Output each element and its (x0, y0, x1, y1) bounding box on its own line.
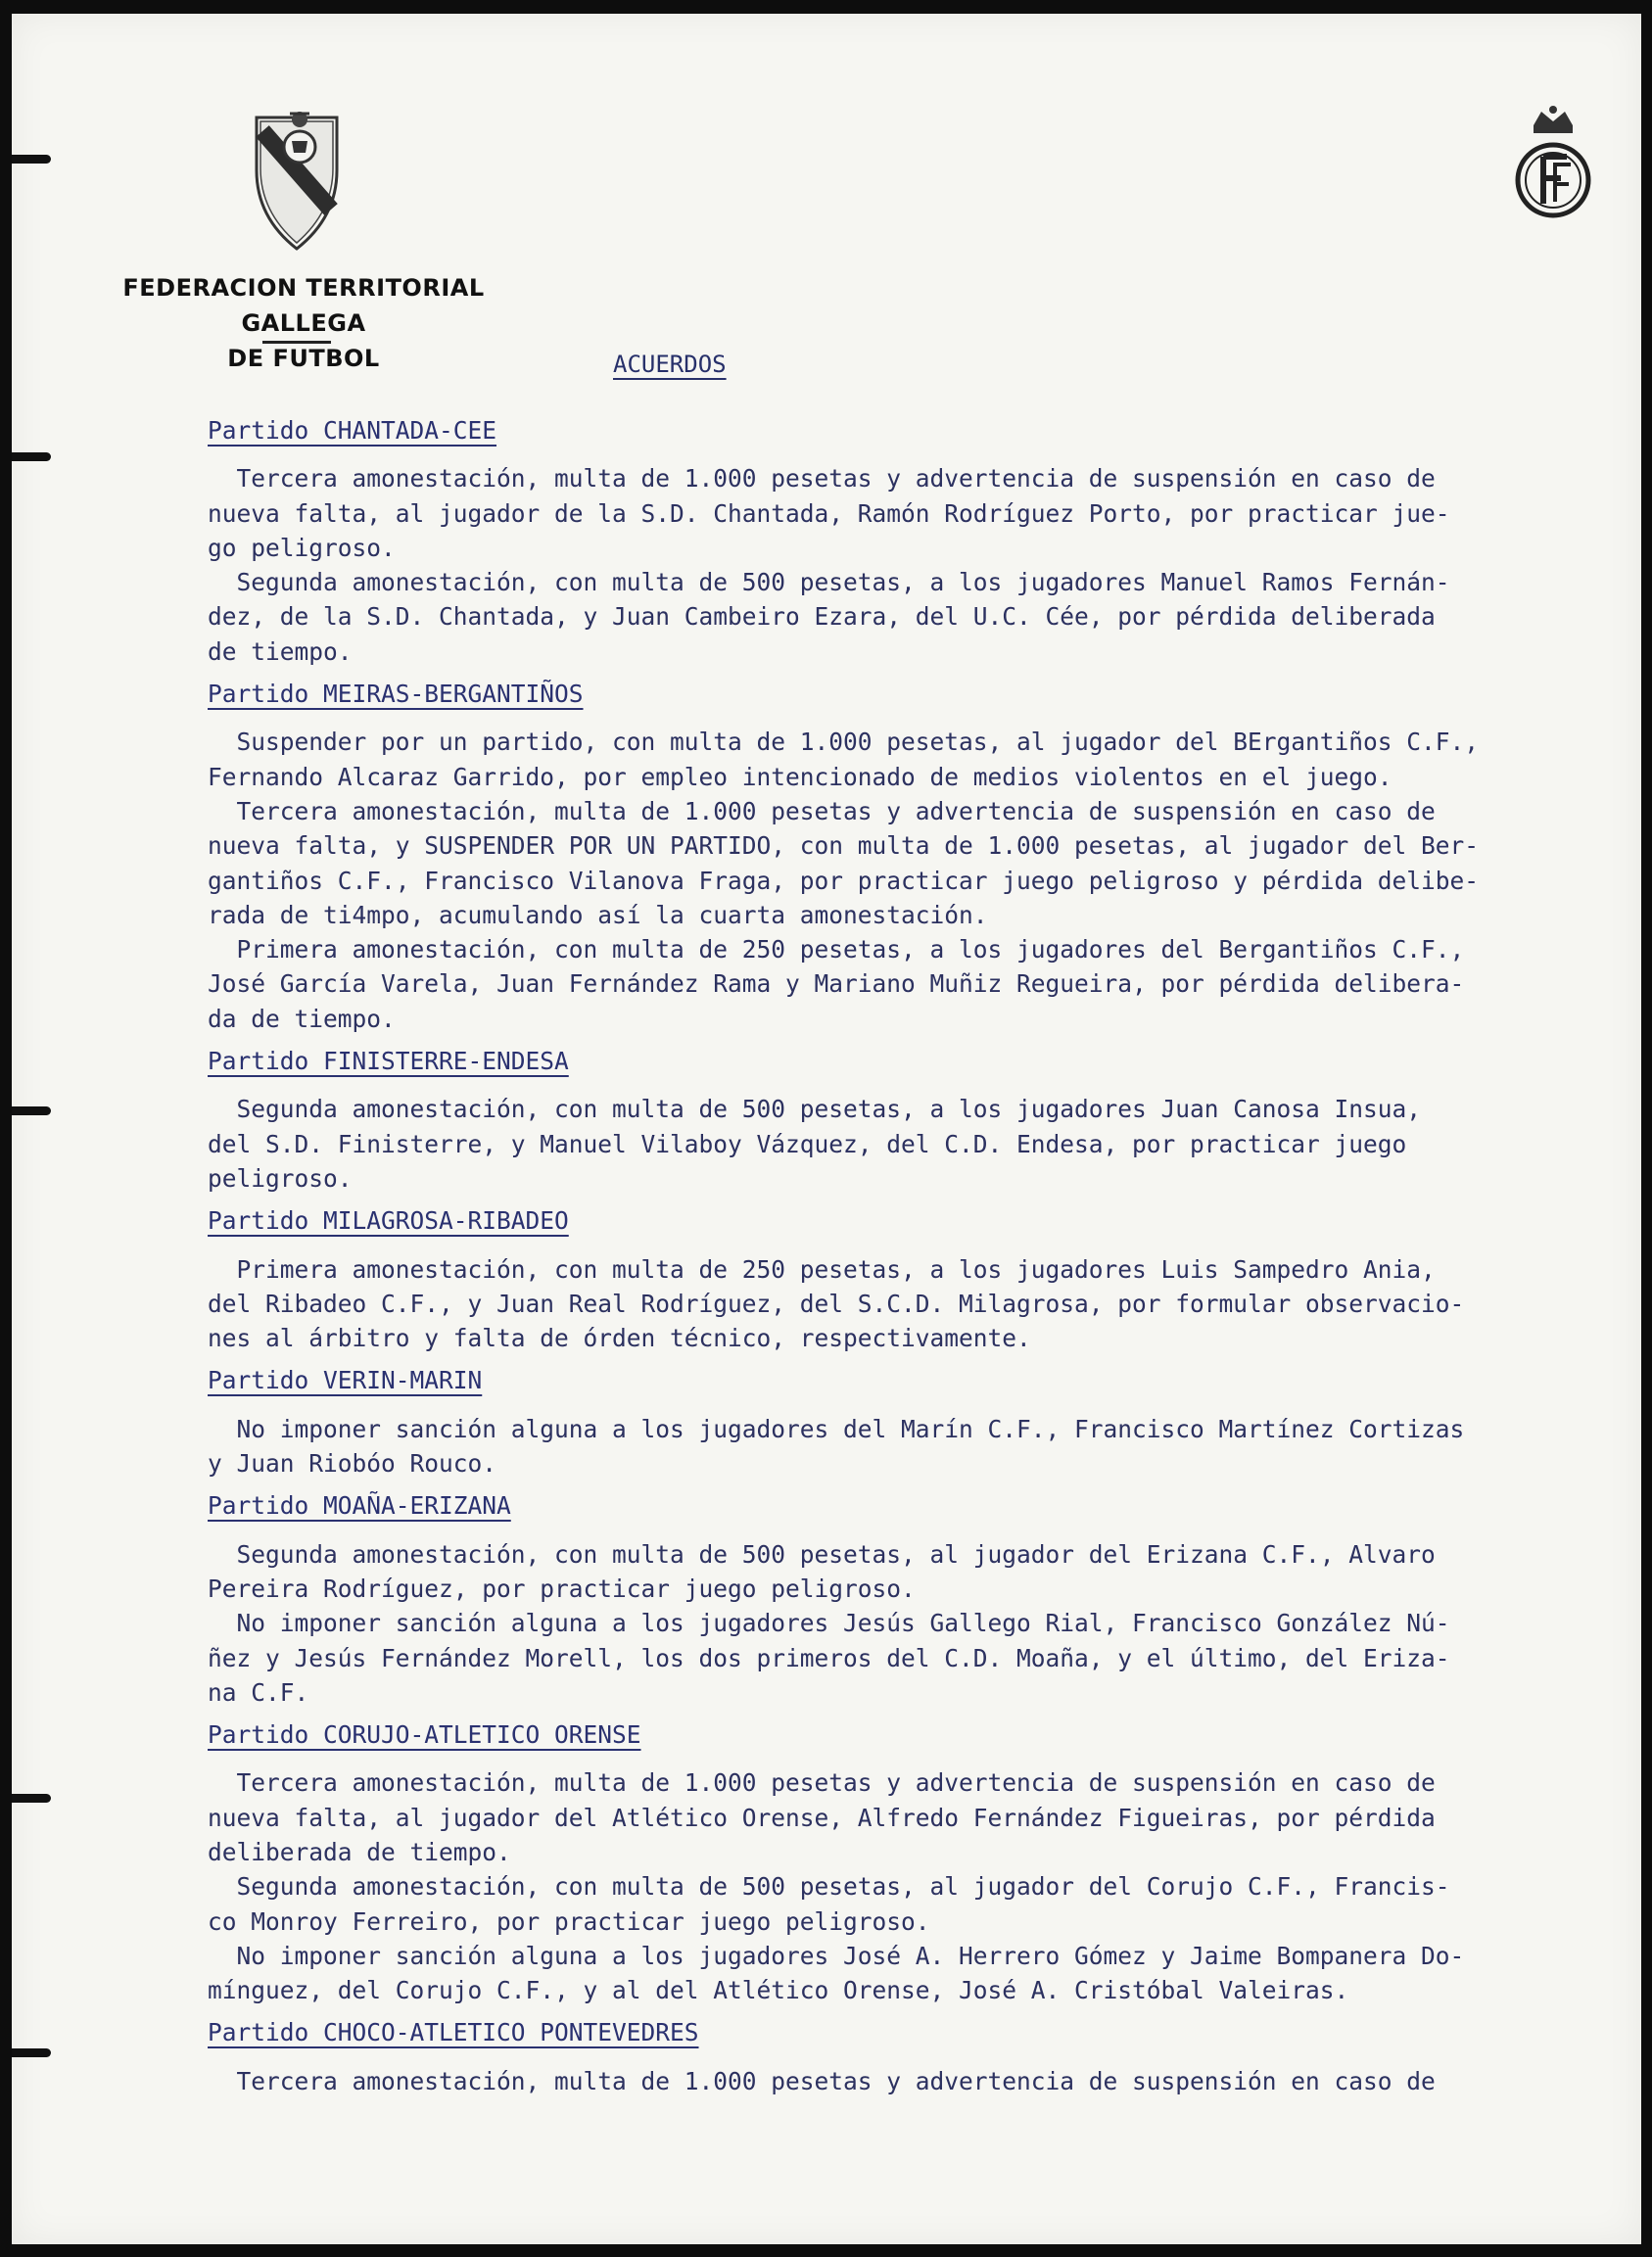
galician-shield-emblem-icon (249, 102, 345, 257)
organization-name-line1: FEDERACION TERRITORIAL GALLEGA (122, 274, 485, 337)
sanction-paragraph (208, 1252, 1608, 1356)
paragraph-line: José García Varela, Juan Fernández Rama y Mariano Muñiz Regueira, por pérdida delibera- (208, 969, 1465, 999)
organization-name-line2: DE FUTBOL (227, 345, 380, 372)
paragraph-line: Primera amonestación, con multa de 250 pesetas, a los jugadores Luis Sampedro Ania, (208, 1254, 1436, 1284)
paragraph-line: go peligroso. (208, 533, 396, 562)
paragraph-line: No imponer sanción alguna a los jugadores José A. Herrero Gómez y Jaime Bompanera Do- (208, 1941, 1465, 1970)
binder-hole-mark (12, 155, 51, 164)
match-section (208, 1488, 1608, 1710)
paragraph-line: mínguez, del Corujo C.F., y al del Atlético Orense, José A. Cristóbal Valeiras. (208, 1976, 1349, 2005)
paragraph-line: del Ribadeo C.F., y Juan Real Rodríguez, del S.C.D. Milagrosa, por formular observacio- (208, 1289, 1465, 1318)
paragraph-line: co Monroy Ferreiro, por practicar juego peligroso. (208, 1906, 930, 1936)
sanction-paragraph (208, 1092, 1608, 1196)
paragraph-line: ñez y Jesús Fernández Morell, los dos primeros del C.D. Moaña, y el último, del Eriza- (208, 1643, 1450, 1672)
paragraph-line: da de tiempo. (208, 1004, 396, 1033)
paragraph-line: Segunda amonestación, con multa de 500 pesetas, al jugador del Corujo C.F., Francis- (208, 1872, 1450, 1902)
paragraph-line: Tercera amonestación, multa de 1.000 pesetas y advertencia de suspensión en caso de (208, 2066, 1436, 2095)
paragraph-line: deliberada de tiempo. (208, 1837, 511, 1866)
paragraph-line: y Juan Riobóo Rouco. (208, 1449, 497, 1479)
match-section (208, 1044, 1608, 1196)
match-heading: Partido CHANTADA-CEE (208, 416, 497, 445)
header-divider (262, 341, 331, 344)
organization-name (88, 270, 519, 376)
sanction-paragraph (208, 1537, 1608, 1607)
paragraph-line: Segunda amonestación, con multa de 500 pesetas, a los jugadores Manuel Ramos Fernán- (208, 568, 1450, 597)
match-heading: Partido CHOCO-ATLETICO PONTEVEDRES (208, 2018, 699, 2047)
paragraph-line: dez, de la S.D. Chantada, y Juan Cambeiro Ezara, del U.C. Cée, por pérdida deliberada (208, 602, 1436, 632)
sanction-paragraph (208, 565, 1608, 669)
match-heading: Partido VERIN-MARIN (208, 1366, 483, 1395)
sanction-paragraph (208, 1412, 1608, 1481)
sanction-paragraph (208, 725, 1608, 794)
page-title: ACUERDOS (613, 351, 727, 378)
paragraph-line: na C.F. (208, 1677, 309, 1707)
paragraph-line: Primera amonestación, con multa de 250 pesetas, a los jugadores del Bergantiños C.F., (208, 935, 1465, 964)
paragraph-line: No imponer sanción alguna a los jugadores Jesús Gallego Rial, Francisco González Nú- (208, 1609, 1450, 1638)
match-heading: Partido MOAÑA-ERIZANA (208, 1491, 511, 1521)
paragraph-line: No imponer sanción alguna a los jugadores del Marín C.F., Francisco Martínez Cortizas (208, 1414, 1465, 1443)
match-section (208, 2015, 1608, 2098)
paragraph-line: gantiños C.F., Francisco Vilanova Fraga, por practicar juego peligroso y pérdida delibe- (208, 866, 1480, 895)
sanction-paragraph (208, 932, 1608, 1036)
sanction-paragraph (208, 1869, 1608, 1939)
paragraph-line: Segunda amonestación, con multa de 500 pesetas, al jugador del Erizana C.F., Alvaro (208, 1539, 1436, 1569)
match-heading: Partido MILAGROSA-RIBADEO (208, 1206, 569, 1236)
sanction-paragraph (208, 1606, 1608, 1710)
paragraph-line: nueva falta, al jugador de la S.D. Chantada, Ramón Rodríguez Porto, por practicar jue- (208, 498, 1450, 528)
paragraph-line: Tercera amonestación, multa de 1.000 pesetas y advertencia de suspensión en caso de (208, 1768, 1436, 1798)
paragraph-line: de tiempo. (208, 636, 353, 666)
match-section (208, 677, 1608, 1036)
binder-hole-mark (12, 1794, 51, 1803)
paragraph-line: peligroso. (208, 1163, 353, 1193)
binder-hole-mark (12, 2048, 51, 2057)
binder-hole-mark (12, 452, 51, 461)
binder-hole-mark (12, 1106, 51, 1115)
match-heading: Partido CORUJO-ATLETICO ORENSE (208, 1720, 641, 1750)
paragraph-line: Suspender por un partido, con multa de 1.000 pesetas, al jugador del BErgantiños C.F., (208, 728, 1480, 757)
sanction-paragraph (208, 1939, 1608, 2008)
paragraph-line: nueva falta, y SUSPENDER POR UN PARTIDO, con multa de 1.000 pesetas, al jugador del Ber- (208, 831, 1480, 861)
paragraph-line: Fernando Alcaraz Garrido, por empleo intencionado de medios violentos en el juego. (208, 762, 1392, 791)
match-section (208, 1717, 1608, 2007)
paragraph-line: Tercera amonestación, multa de 1.000 pesetas y advertencia de suspensión en caso de (208, 464, 1436, 494)
sanction-paragraph (208, 1765, 1608, 1869)
paragraph-line: Tercera amonestación, multa de 1.000 pesetas y advertencia de suspensión en caso de (208, 796, 1436, 825)
match-heading: Partido MEIRAS-BERGANTIÑOS (208, 680, 584, 709)
agreements-list (208, 413, 1608, 2106)
sanction-paragraph (208, 794, 1608, 932)
paragraph-line: nes al árbitro y falta de órden técnico, respectivamente. (208, 1324, 1031, 1353)
match-section (208, 1363, 1608, 1481)
sanction-paragraph (208, 461, 1608, 565)
paragraph-line: nueva falta, al jugador del Atlético Orense, Alfredo Fernández Figueiras, por pérdida (208, 1803, 1436, 1832)
match-section (208, 1203, 1608, 1355)
match-heading: Partido FINISTERRE-ENDESA (208, 1047, 569, 1076)
spanish-federation-seal-icon (1510, 104, 1596, 231)
sanction-paragraph (208, 2064, 1608, 2098)
paragraph-line: del S.D. Finisterre, y Manuel Vilaboy Vázquez, del C.D. Endesa, por practicar juego (208, 1129, 1407, 1158)
match-section (208, 413, 1608, 669)
paragraph-line: Segunda amonestación, con multa de 500 pesetas, a los jugadores Juan Canosa Insua, (208, 1095, 1422, 1124)
document-page (12, 14, 1641, 2244)
paragraph-line: Pereira Rodríguez, por practicar juego peligroso. (208, 1574, 916, 1603)
paragraph-line: rada de ti4mpo, acumulando así la cuarta amonestación. (208, 900, 988, 929)
